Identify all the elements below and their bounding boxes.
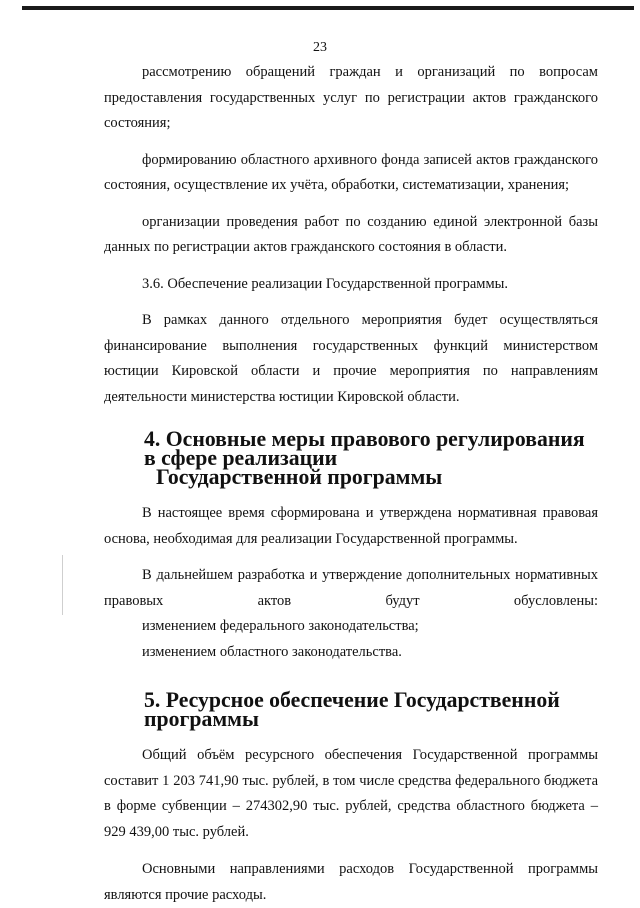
section-4-heading-line2: Государственной программы (156, 465, 443, 489)
document-body (104, 60, 598, 908)
top-border-line (22, 6, 634, 10)
scan-margin-mark (62, 555, 63, 615)
paragraph-electronic-database: организации проведения работ по созданию единой электронной базы данных по регистрации актов гражданского состояния в области. (104, 213, 598, 255)
paragraph-archive-fund: формированию областного архивного фонда записей актов гражданского состояния, осуществление их учёта, обработки, систематизации, хранения; (104, 151, 598, 193)
paragraph-expense-directions: Основными направлениями расходов Государственной программы являются прочие расходы. (104, 861, 598, 903)
paragraph-total-resources: Общий объём ресурсного обеспечения Государственной программы составит 1 203 741,90 тыс. рублей, в том числе средства федерального бюджета в форме субвенции – 274302,90 тыс. рублей, средства областного бюджета – 929 439,00 тыс. рублей. (104, 747, 598, 840)
section-4-heading-line1: 4. Основные меры правового регулирования в сфере реализации (144, 427, 585, 470)
page-number: 23 (313, 40, 327, 55)
paragraph-further-development: В дальнейшем разработка и утверждение дополнительных нормативных правовых актов будут обусловлены: (104, 567, 598, 609)
paragraph-financing: В рамках данного отдельного мероприятия будет осуществляться финансирование выполнения государственных функций министерством юстиции Кировской области и прочие мероприятия по направлениям деятельности министерства юстиции Кировской области. (104, 312, 598, 405)
list-item-regional-law: изменением областного законодательства. (142, 643, 402, 660)
paragraph-legal-basis: В настоящее время сформирована и утверждена нормативная правовая основа, необходимая для реализации Государственной программы. (104, 505, 598, 547)
list-item-federal-law: изменением федерального законодательства; (142, 618, 419, 634)
paragraph-appeals: рассмотрению обращений граждан и организаций по вопросам предоставления государственных услуг по регистрации актов гражданского состояния; (104, 64, 598, 131)
section-4-heading (104, 427, 598, 489)
paragraph-item-3-6: 3.6. Обеспечение реализации Государственной программы. (142, 275, 508, 292)
section-5-heading: 5. Ресурсное обеспечение Государственной программы (144, 688, 560, 731)
